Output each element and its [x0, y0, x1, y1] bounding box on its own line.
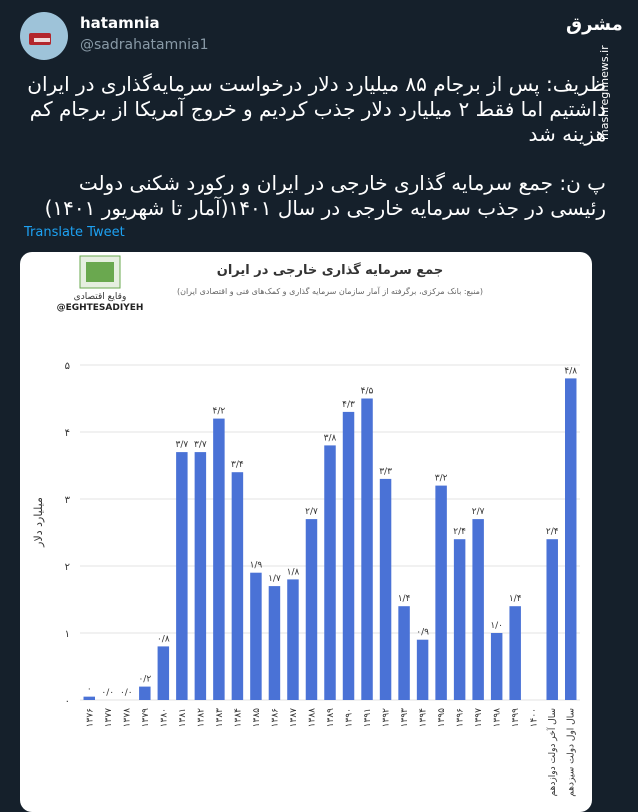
- tweet-paragraph-2: پ ن: جمع سرمایه گذاری خارجی در ایران و رکورد شکنی دولت رئیسی در جذب سرمایه خارجی در سال ۱۴۰۱(آمار تا شهریور ۱۴۰۱): [44, 171, 606, 220]
- bar: [306, 519, 317, 700]
- avatar-flag-stripe: [34, 38, 50, 42]
- translate-tweet-link[interactable]: Translate Tweet: [24, 225, 125, 240]
- bar: [213, 419, 224, 700]
- data-label: ۴/۳: [342, 399, 355, 410]
- bar: [417, 640, 428, 700]
- x-tick-label: ۱۳۹۱: [363, 708, 374, 728]
- y-tick-label: ۴: [64, 428, 70, 439]
- bar: [491, 633, 502, 700]
- y-tick-label: ۳: [64, 495, 70, 506]
- bar: [435, 486, 446, 700]
- data-label: ۴/۲: [212, 406, 226, 417]
- bar: [565, 378, 576, 700]
- data-label: ۰/۸: [156, 634, 170, 645]
- bar: [546, 539, 557, 700]
- bar: [269, 586, 280, 700]
- x-tick-label: ۱۳۹۰: [344, 708, 355, 728]
- chart-subtitle: (منبع: بانک مرکزی، برگرفته از آمار سازمان سرمایه گذاری و کمک‌های فنی و اقتصادی ایران): [176, 287, 484, 296]
- data-label: ۲/۷: [471, 507, 485, 518]
- x-tick-label: ۱۳۸۶: [270, 708, 281, 728]
- x-tick-label: ۱۳۹۶: [455, 708, 466, 728]
- x-tick-label: ۱۳۹۷: [474, 708, 485, 728]
- data-label: ۳/۷: [175, 440, 189, 451]
- bar: [176, 452, 187, 700]
- data-label: ۳/۷: [194, 440, 207, 451]
- data-label: ۴/۸: [564, 366, 578, 377]
- data-label: ۳/۴: [231, 460, 244, 471]
- data-label: ۴/۵: [360, 386, 374, 397]
- x-tick-label: ۱۳۷۹: [140, 708, 151, 728]
- chart-title: جمع سرمایه گذاری خارجی در ایران: [216, 263, 444, 278]
- data-label: ۲/۷: [305, 507, 318, 518]
- publisher-logo: [57, 256, 144, 313]
- y-tick-labels: [65, 361, 71, 707]
- bar: [380, 479, 391, 700]
- x-tick-label: ۱۳۷۷: [103, 708, 114, 728]
- tweet-text: [20, 72, 606, 245]
- x-tick-label: ۱۳۸۳: [214, 708, 225, 728]
- x-tick-label: ۱۳۸۷: [288, 708, 299, 728]
- x-tick-label: ۱۳۷۸: [122, 708, 133, 728]
- data-label: ۱/۸: [286, 567, 300, 578]
- x-tick-label: ۱۳۸۸: [307, 708, 318, 728]
- data-label: ۲/۴: [545, 527, 559, 538]
- bar: [509, 606, 520, 700]
- x-tick-label: سال اول دولت سیزدهم: [566, 708, 577, 797]
- x-tick-label: ۱۳۸۴: [233, 708, 244, 728]
- y-tick-label: ۵: [64, 361, 70, 372]
- data-label: ۱/۷: [268, 574, 281, 585]
- watermark-logo: مشرق: [566, 14, 623, 35]
- user-handle[interactable]: @sadrahatamnia1: [80, 37, 209, 53]
- data-label: ۱/۰: [490, 621, 504, 631]
- x-tick-label: ۱۳۸۹: [326, 708, 336, 728]
- bar: [158, 646, 169, 700]
- x-tick-label: ۱۳۹۸: [492, 708, 503, 728]
- x-tick-label: ۱۳۸۰: [159, 708, 170, 728]
- display-name[interactable]: hatamnia: [80, 14, 160, 32]
- bar: [139, 687, 150, 700]
- y-tick-label: ۲: [64, 562, 70, 573]
- bar: [361, 399, 372, 701]
- x-tick-label: ۱۳۸۵: [251, 708, 262, 728]
- data-label: ۳/۲: [434, 473, 448, 484]
- data-label: ۰/۰: [119, 688, 133, 698]
- x-tick-labels: [85, 708, 576, 797]
- bar: [472, 519, 483, 700]
- y-tick-label: ۱: [64, 629, 70, 640]
- tweet-image-card[interactable]: [20, 252, 592, 812]
- x-tick-label: ۱۳۹۵: [437, 708, 448, 728]
- bar: [232, 472, 243, 700]
- bar: [324, 445, 335, 700]
- publisher-logo-stripe: [86, 262, 114, 282]
- x-tick-label: ۱۳۷۶: [85, 708, 96, 728]
- bar: [250, 573, 261, 700]
- data-label: ۱/۴: [508, 594, 522, 605]
- y-tick-label: ۰: [64, 696, 70, 707]
- x-tick-label: ۱۳۸۱: [177, 708, 188, 728]
- data-label: ۲/۴: [453, 527, 466, 538]
- x-tick-label: سال آخر دولت دوازدهم: [548, 708, 559, 797]
- bar: [287, 579, 298, 700]
- data-label: ۰/۲: [138, 674, 152, 685]
- bar: [343, 412, 354, 700]
- publisher-handle: @EGHTESADIYEH: [56, 303, 144, 313]
- x-tick-label: ۱۴۰۰: [529, 708, 540, 728]
- x-tick-label: ۱۳۹۳: [400, 708, 411, 728]
- bar: [84, 697, 95, 700]
- bar-chart: [20, 252, 592, 812]
- data-label: ۰: [86, 684, 92, 695]
- data-label: ۱/۹: [249, 560, 263, 571]
- data-label: ۳/۳: [379, 466, 392, 477]
- bar: [195, 452, 206, 700]
- data-label: ۰/۹: [416, 627, 429, 638]
- x-tick-label: ۱۳۹۴: [418, 708, 429, 728]
- data-label: ۰/۰: [101, 688, 115, 698]
- y-axis-label: میلیارد دلار: [32, 497, 45, 547]
- x-tick-label: ۱۳۹۲: [381, 708, 392, 728]
- tweet-paragraph-1: ظریف: پس از برجام ۸۵ میلیارد دلار درخواست سرمایه‌گذاری در ایران داشتیم اما فقط ۲ میلیارد دلار جذب کردیم و خروج آمریکا از برجام کم هزینه شد: [27, 72, 606, 146]
- avatar[interactable]: [20, 12, 68, 60]
- x-tick-label: ۱۳۸۲: [196, 708, 207, 728]
- bar: [454, 539, 465, 700]
- data-label: ۱/۴: [397, 594, 411, 605]
- bars: [84, 378, 577, 700]
- publisher-name: وقایع اقتصادی: [73, 292, 127, 302]
- watermark-side-text: mashreghnews.ir: [598, 45, 611, 140]
- x-tick-label: ۱۳۹۹: [511, 708, 522, 728]
- data-label: ۳/۸: [323, 433, 337, 444]
- bar: [398, 606, 409, 700]
